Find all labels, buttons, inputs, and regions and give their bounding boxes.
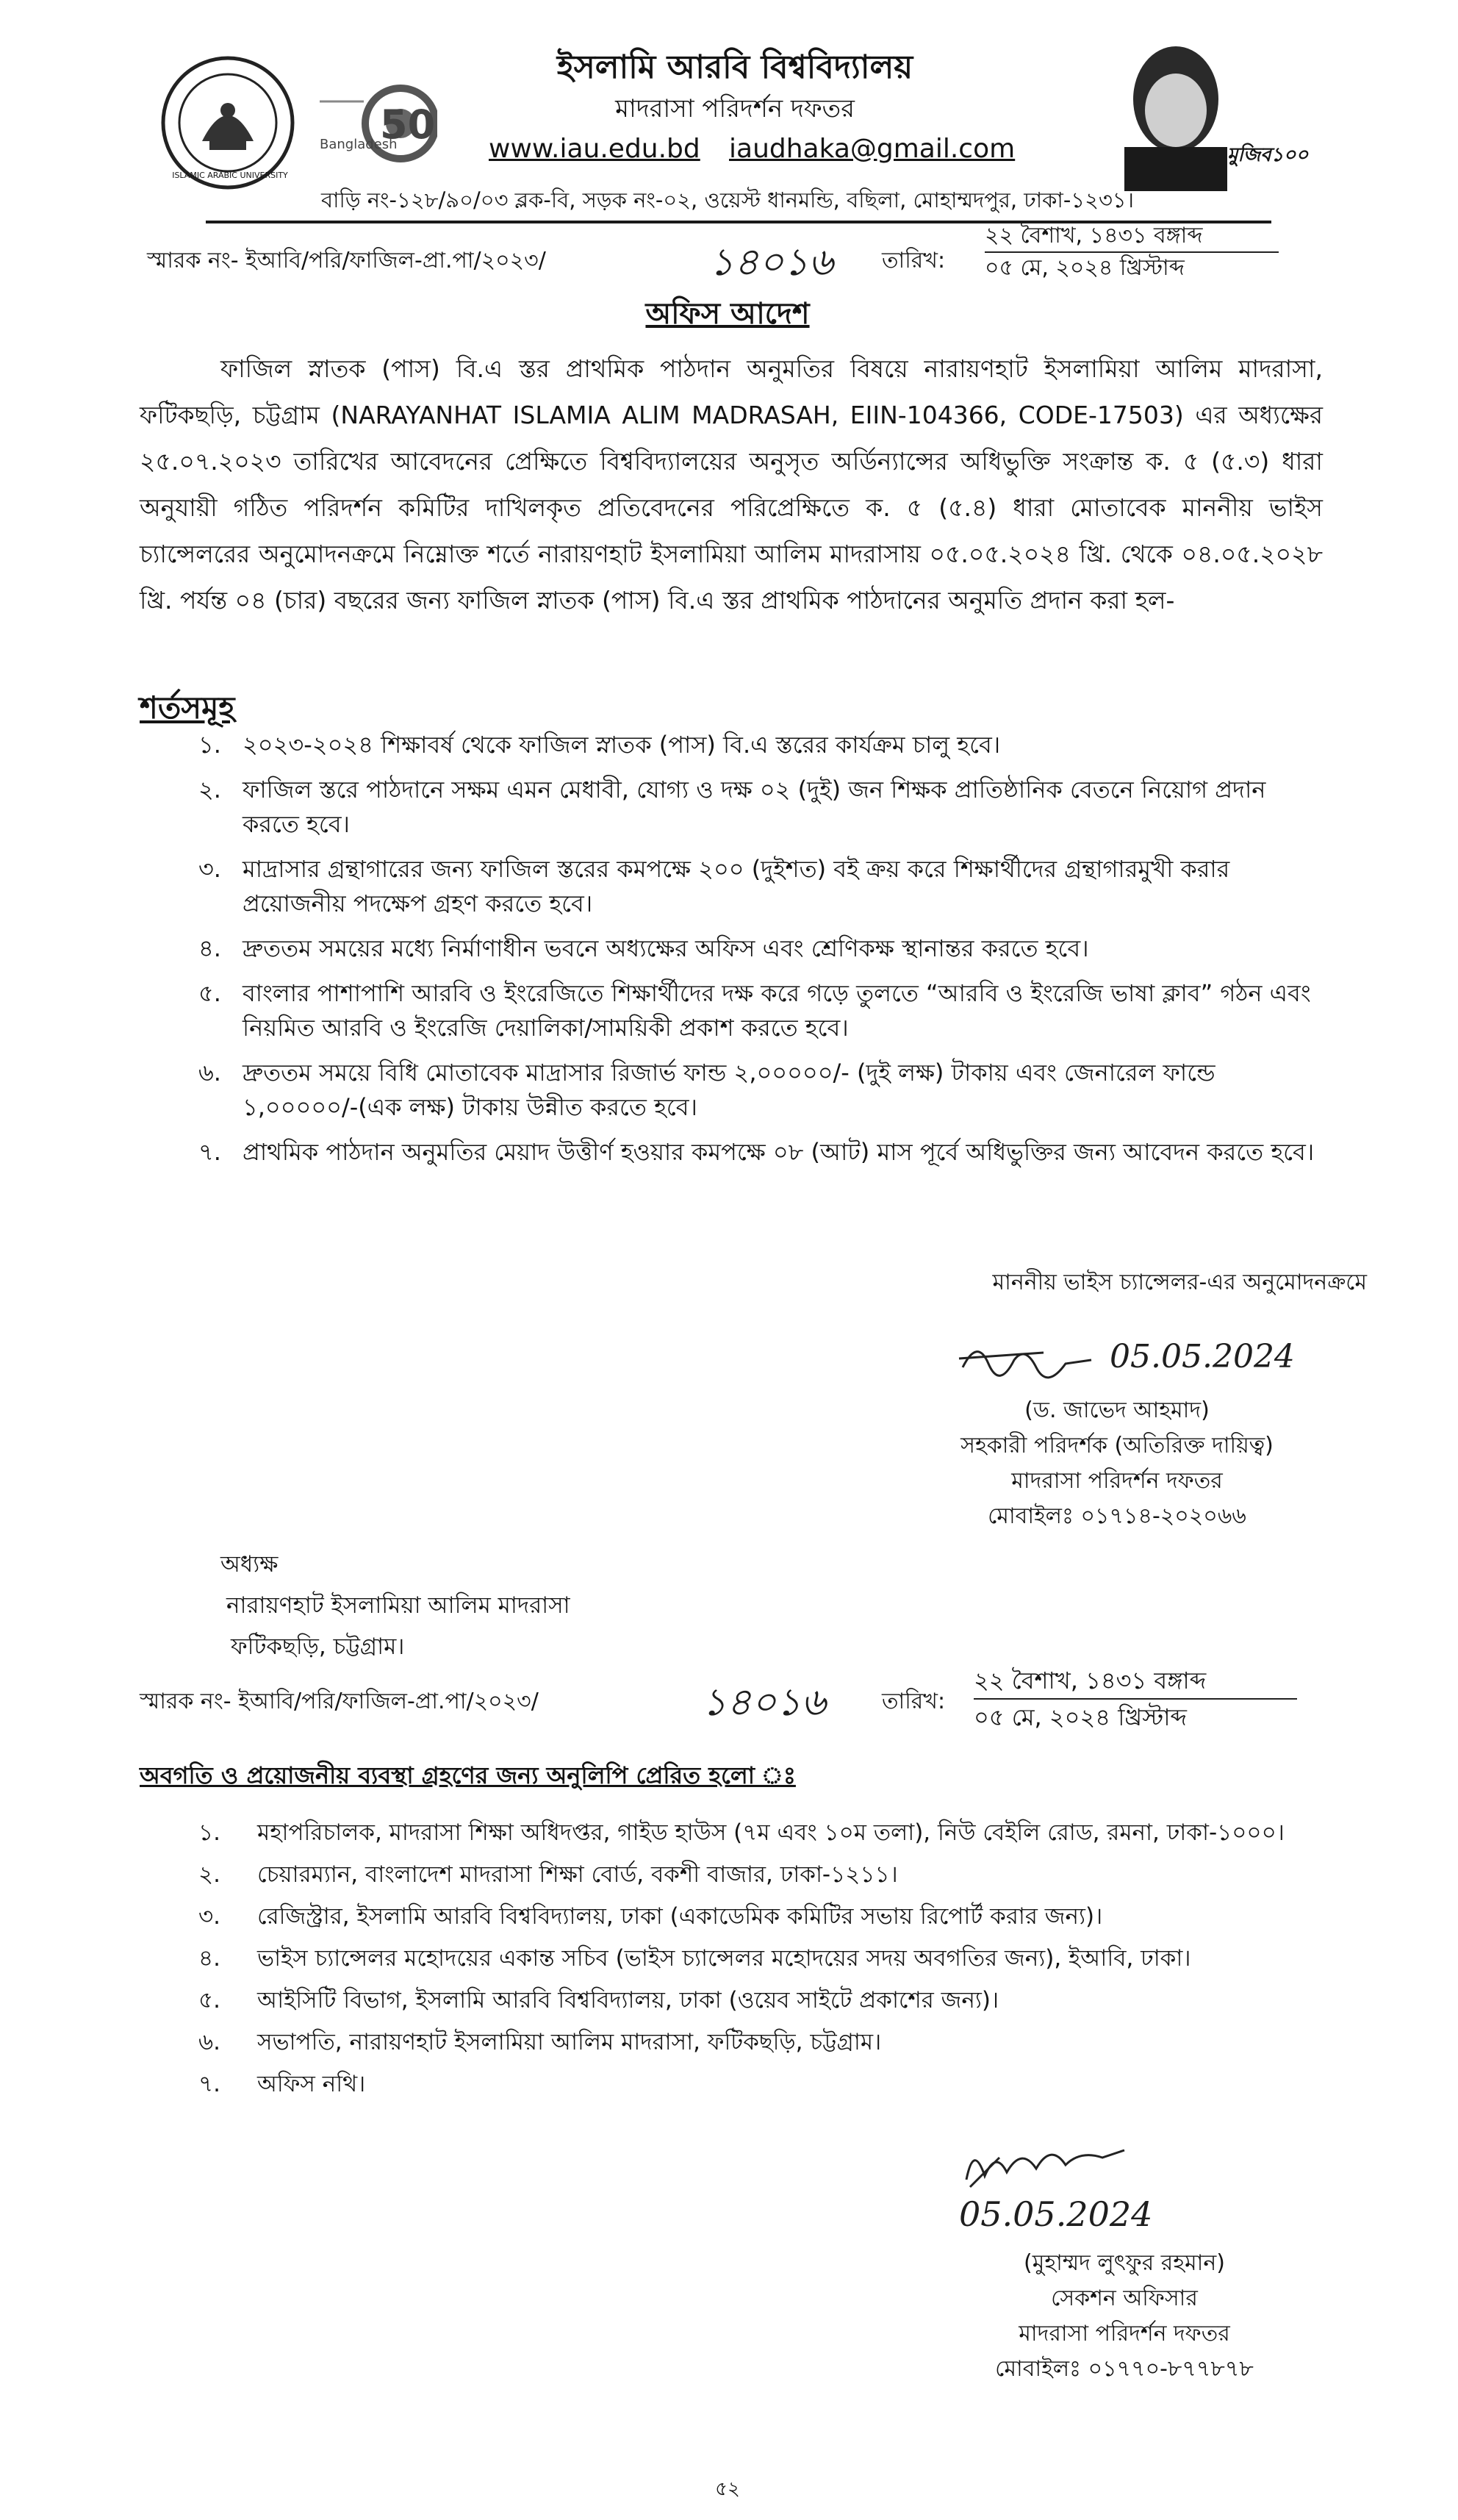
memo-number-handwritten-bottom: ১৪০১৬ <box>702 1680 826 1725</box>
portrait-caption: মুজিব১০০ <box>1227 144 1309 166</box>
approval-line: মাননীয় ভাইস চ্যান্সেলর-এর অনুমোদনক্রমে <box>992 1270 1367 1295</box>
signatory-2-office: মাদরাসা পরিদর্শন দফতর <box>1019 2321 1230 2347</box>
date-bangla-bottom: ২২ বৈশাখ, ১৪৩১ বঙ্গাব্দ <box>974 1663 1297 1700</box>
date-english-bottom: ০৫ মে, ২০২৪ খ্রিস্টাব্দ <box>974 1703 1187 1731</box>
date-block <box>985 221 1279 284</box>
mujib100-portrait-logo <box>1095 29 1315 191</box>
signature-2 <box>955 2136 1132 2202</box>
list-item: ৬. দ্রুততম সময়ে বিধি মোতাবেক মাদ্রাসার রিজার্ভ ফান্ড ২,০০০০০/- (দুই লক্ষ) টাকায় এবং জেনারেল ফান্ডে ১,০০০০০/-(এক লক্ষ) টাকায় উন্নীত করতে হবে। <box>198 1059 1215 1121</box>
recipient-title: অধ্যক্ষ <box>220 1551 279 1578</box>
page-number: ৫২ <box>715 2478 740 2500</box>
date-block-bottom <box>974 1663 1297 1735</box>
list-item: ৭. প্রাথমিক পাঠদান অনুমতির মেয়াদ উত্তীর্ণ হওয়ার কমপক্ষে ০৮ (আট) মাস পূর্বে অধিভুক্তির জন্য আবেদন করতে হবে। <box>198 1138 1315 1166</box>
logo-bangladesh-text: Bangladesh <box>320 137 398 152</box>
conditions-heading: শর্তসমূহ <box>140 690 235 726</box>
cc-list <box>198 1816 1330 2109</box>
date-bangla: ২২ বৈশাখ, ১৪৩১ বঙ্গাব্দ <box>985 221 1279 253</box>
memo-number-label: স্মারক নং- ইআবি/পরি/ফাজিল-প্রা.পা/২০২৩/ <box>147 248 546 273</box>
list-item: ৩. রেজিস্ট্রার, ইসলামি আরবি বিশ্ববিদ্যালয়, ঢাকা (একাডেমিক কমিটির সভায় রিপোর্ট করার জন্য)। <box>198 1903 1103 1930</box>
recipient-institution: নারায়ণহাট ইসলামিয়া আলিম মাদরাসা <box>226 1592 570 1619</box>
memo-number-label-bottom: স্মারক নং- ইআবি/পরি/ফাজিল-প্রা.পা/২০২৩/ <box>140 1689 539 1714</box>
order-paragraph: ফাজিল স্নাতক (পাস) বি.এ স্তর প্রাথমিক পাঠদান অনুমতির বিষয়ে নারায়ণহাট ইসলামিয়া আলিম মাদরাসা, ফটিকছড়ি, চট্টগ্রাম (NARAYANHAT ISLAMIA ALIM MADRASAH, EIIN-104366, CODE-17503) এর অধ্যক্ষের ২৫.০৭.২০২৩ তারিখের আবেদনের প্রেক্ষিতে বিশ্ববিদ্যালয়ের অনুসৃত অর্ডিন্যান্সের অধিভুক্তি সংক্রান্ত ক. ৫ (৫.৩) ধারা অনুযায়ী গঠিত পরিদর্শন কমিটির দাখিলকৃত প্রতিবেদনের পরিপ্রেক্ষিতে ক. ৫ (৫.৪) ধারা মোতাবেক মাননীয় ভাইস চ্যান্সেলরের অনুমোদনক্রমে নিম্নোক্ত শর্তে নারায়ণহাট ইসলামিয়া আলিম মাদরাসায় ০৫.০৫.২০২৪ খ্রি. থেকে ০৪.০৫.২০২৮ খ্রি. পর্যন্ত ০৪ (চার) বছরের জন্য ফাজিল স্নাতক (পাস) বি.এ স্তর প্রাথমিক পাঠদানের অনুমতি প্রদান করা হল- <box>140 354 1323 615</box>
cc-heading: অবগতি ও প্রয়োজনীয় ব্যবস্থা গ্রহণের জন্য অনুলিপি প্রেরিত হলো ঃ <box>140 1761 796 1789</box>
list-item: ৬. সভাপতি, নারায়ণহাট ইসলামিয়া আলিম মাদরাসা, ফটিকছড়ি, চট্টগ্রাম। <box>198 2029 882 2055</box>
recipient-block <box>220 1544 570 1667</box>
signatory-1-block <box>867 1393 1367 1534</box>
list-item: ৫. বাংলার পাশাপাশি আরবি ও ইংরেজিতে শিক্ষার্থীদের দক্ষ করে গড়ে তুলতে “আরবি ও ইংরেজি ভাষা ক্লাব” গঠন এবং নিয়মিত আরবি ও ইংরেজি দেয়ালিকা/সাময়িকী প্রকাশ করতে হবে। <box>198 979 1311 1042</box>
memo-number-handwritten: ১৪০১৬ <box>709 240 833 284</box>
office-address: বাড়ি নং-১২৮/৯০/০৩ ব্লক-বি, সড়ক নং-০২, ওয়েস্ট ধানমন্ডি, বছিলা, মোহাম্মদপুর, ঢাকা-১২৩১। <box>320 187 1134 212</box>
list-item: ৭. অফিস নথি। <box>198 2071 366 2097</box>
list-item: ৪. ভাইস চ্যান্সেলর মহোদয়ের একান্ত সচিব (ভাইস চ্যান্সেলর মহোদয়ের সদয় অবগতির জন্য), ইআবি, ঢাকা। <box>198 1945 1191 1972</box>
conditions-list <box>198 728 1323 1180</box>
list-item: ২. ফাজিল স্তরে পাঠদানে সক্ষম এমন মেধাবী, যোগ্য ও দক্ষ ০২ (দুই) জন শিক্ষক প্রাতিষ্ঠানিক বেতনে নিয়োগ প্রদান করতে হবে। <box>198 776 1266 838</box>
signatory-2-block <box>904 2246 1345 2387</box>
logo-50-text: 50 <box>380 101 436 148</box>
signatory-2-designation: সেকশন অফিসার <box>1051 2285 1198 2311</box>
bangladesh-50-logo <box>312 57 437 182</box>
signatory-1-designation: সহকারী পরিদর্শক (অতিরিক্ত দায়িত্ব) <box>960 1433 1274 1458</box>
university-logo <box>158 53 298 193</box>
signatory-1-office: মাদরাসা পরিদর্শন দফতর <box>1011 1468 1223 1494</box>
website-link[interactable]: www.iau.edu.bd <box>489 134 700 164</box>
list-item: ১. মহাপরিচালক, মাদরাসা শিক্ষা অধিদপ্তর, গাইড হাউস (৭ম এবং ১০ম তলা), নিউ বেইলি রোড, রমনা, ঢাকা-১০০০। <box>198 1819 1285 1846</box>
date-english: ০৫ মে, ২০২৪ খ্রিস্টাব্দ <box>985 255 1185 281</box>
list-item: ২. চেয়ারম্যান, বাংলাদেশ মাদরাসা শিক্ষা বোর্ড, বকশী বাজার, ঢাকা-১২১১। <box>198 1861 898 1888</box>
signatory-2-mobile: মোবাইলঃ ০১৭৭০-৮৭৭৮৭৮ <box>995 2356 1254 2382</box>
university-logo-text: ISLAMIC ARABIC UNIVERSITY <box>172 171 288 180</box>
recipient-location: ফটিকছড়ি, চট্টগ্রাম। <box>231 1633 405 1660</box>
email-link[interactable]: iaudhaka@gmail.com <box>729 134 1016 164</box>
list-item: ৫. আইসিটি বিভাগ, ইসলামি আরবি বিশ্ববিদ্যালয়, ঢাকা (ওয়েব সাইটে প্রকাশের জন্য)। <box>198 1987 999 2014</box>
signature-1 <box>955 1331 1102 1389</box>
list-item: ৪. দ্রুততম সময়ের মধ্যে নির্মাণাধীন ভবনে অধ্যক্ষের অফিস এবং শ্রেণিকক্ষ স্থানান্তর করতে হবে। <box>198 934 1089 962</box>
signatory-2-name: (মুহাম্মদ লুৎফুর রহমান) <box>1024 2250 1225 2276</box>
list-item: ১. ২০২৩-২০২৪ শিক্ষাবর্ষ থেকে ফাজিল স্নাতক (পাস) বি.এ স্তরের কার্যক্রম চালু হবে। <box>198 731 1001 759</box>
signatory-1-name: (ড. জাভেদ আহমাদ) <box>1024 1397 1210 1423</box>
date-label-bottom: তারিখ: <box>882 1689 946 1714</box>
signature-1-date: 05.05.2024 <box>1110 1338 1295 1375</box>
university-name: ইসলামি আরবি বিশ্ববিদ্যালয় <box>556 49 913 86</box>
signatory-1-mobile: মোবাইলঃ ০১৭১৪-২০২০৬৬ <box>988 1503 1246 1529</box>
office-name: মাদরাসা পরিদর্শন দফতর <box>615 94 855 124</box>
signature-2-date: 05.05.2024 <box>959 2194 1153 2234</box>
document-title: অফিস আদেশ <box>645 297 810 331</box>
date-label: তারিখ: <box>882 248 946 273</box>
list-item: ৩. মাদ্রাসার গ্রন্থাগারের জন্য ফাজিল স্তরের কমপক্ষে ২০০ (দুইশত) বই ক্রয় করে শিক্ষার্থীদের গ্রন্থাগারমুখী করার প্রয়োজনীয় পদক্ষেপ গ্রহণ করতে হবে। <box>198 855 1230 917</box>
